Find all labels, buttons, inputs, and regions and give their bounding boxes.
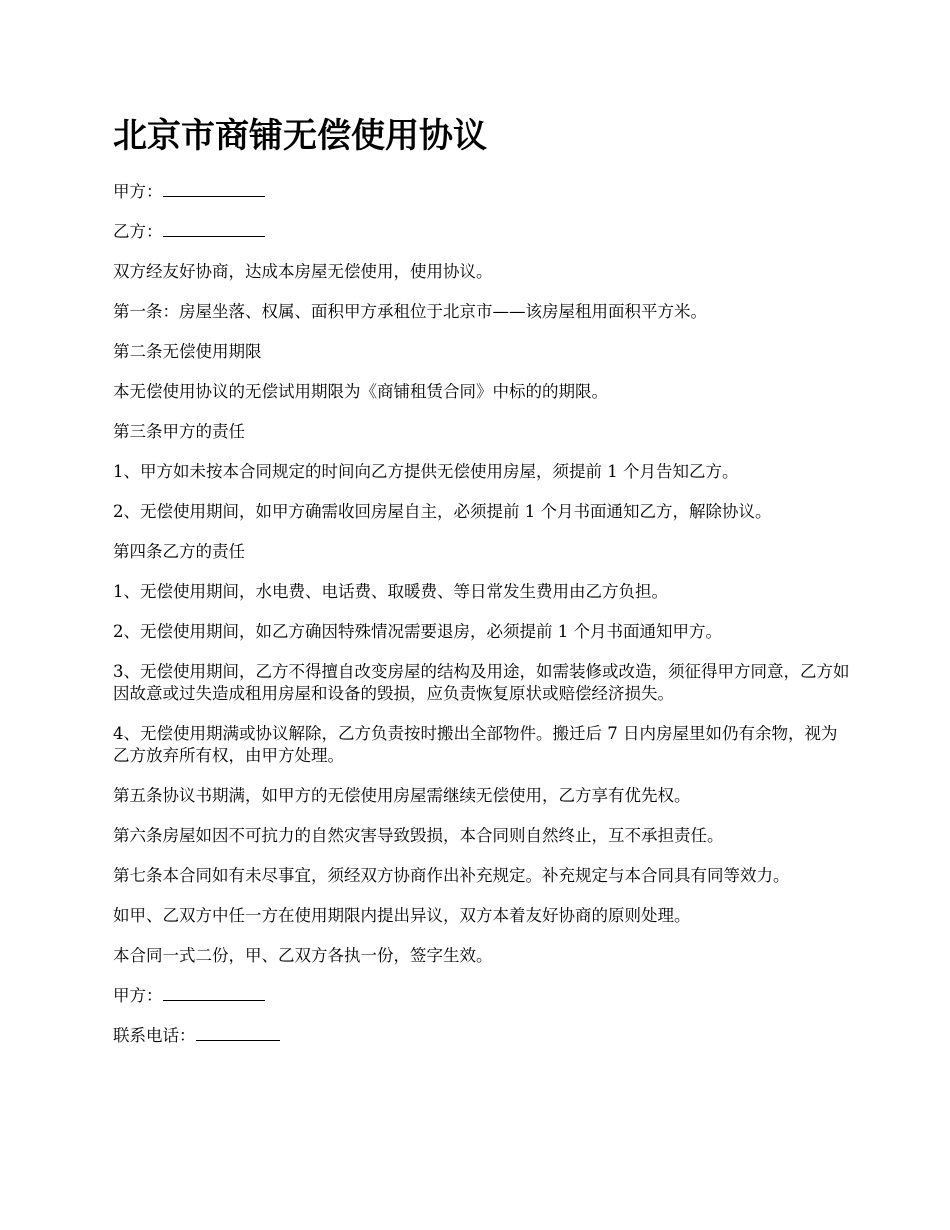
party-b-label: 乙方： — [113, 222, 163, 241]
document-title: 北京市商铺无偿使用协议 — [113, 116, 487, 156]
party-b-line — [113, 221, 853, 243]
article-5: 第五条协议书期满，如甲方的无偿使用房屋需继续无偿使用，乙方享有优先权。 — [113, 786, 691, 805]
dispute-clause: 如甲、乙双方中任一方在使用期限内提出异议，双方本着友好协商的原则处理。 — [113, 906, 691, 925]
signature-party-a-label: 甲方： — [113, 986, 163, 1005]
document-page — [113, 112, 853, 1065]
party-a-line — [113, 181, 853, 203]
article-4-item-3: 3、无偿使用期间，乙方不得擅自改变房屋的结构及用途，如需装修或改造，须征得甲方同意，乙方如因故意或过失造成租用房屋和设备的毁损，应负责恢复原状或赔偿经济损失。 — [113, 662, 850, 703]
phone-blank — [196, 1026, 280, 1041]
article-3-item-1: 1、甲方如未按本合同规定的时间向乙方提供无偿使用房屋，须提前 1 个月告知乙方。 — [113, 462, 739, 481]
signature-party-a-line — [113, 985, 853, 1007]
article-4-heading: 第四条乙方的责任 — [113, 542, 245, 561]
phone-label: 联系电话： — [113, 1026, 196, 1045]
article-3-item-2: 2、无偿使用期间，如甲方确需收回房屋自主，必须提前 1 个月书面通知乙方，解除协议。 — [113, 502, 772, 521]
copies-clause: 本合同一式二份，甲、乙双方各执一份，签字生效。 — [113, 946, 493, 965]
article-4-item-4: 4、无偿使用期满或协议解除，乙方负责按时搬出全部物件。搬迁后 7 日内房屋里如仍有余物，视为乙方放弃所有权，由甲方处理。 — [113, 724, 838, 765]
party-a-blank — [163, 182, 265, 197]
article-7: 第七条本合同如有未尽事宜，须经双方协商作出补充规定。补充规定与本合同具有同等效力。 — [113, 866, 790, 885]
article-3-heading: 第三条甲方的责任 — [113, 422, 245, 441]
article-2-heading: 第二条无偿使用期限 — [113, 342, 262, 361]
article-2-body: 本无偿使用协议的无偿试用期限为《商铺租赁合同》中标的的期限。 — [113, 382, 608, 401]
article-4-item-1: 1、无偿使用期间，水电费、电话费、取暖费、等日常发生费用由乙方负担。 — [113, 582, 668, 601]
signature-party-a-blank — [163, 986, 265, 1001]
intro-paragraph: 双方经友好协商，达成本房屋无偿使用，使用协议。 — [113, 262, 493, 281]
phone-line — [113, 1025, 853, 1047]
article-1: 第一条：房屋坐落、权属、面积甲方承租位于北京市——该房屋租用面积平方米。 — [113, 302, 707, 321]
party-a-label: 甲方： — [113, 182, 163, 201]
article-6: 第六条房屋如因不可抗力的自然灾害导致毁损，本合同则自然终止，互不承担责任。 — [113, 826, 724, 845]
party-b-blank — [163, 222, 265, 237]
article-4-item-2: 2、无偿使用期间，如乙方确因特殊情况需要退房，必须提前 1 个月书面通知甲方。 — [113, 622, 722, 641]
